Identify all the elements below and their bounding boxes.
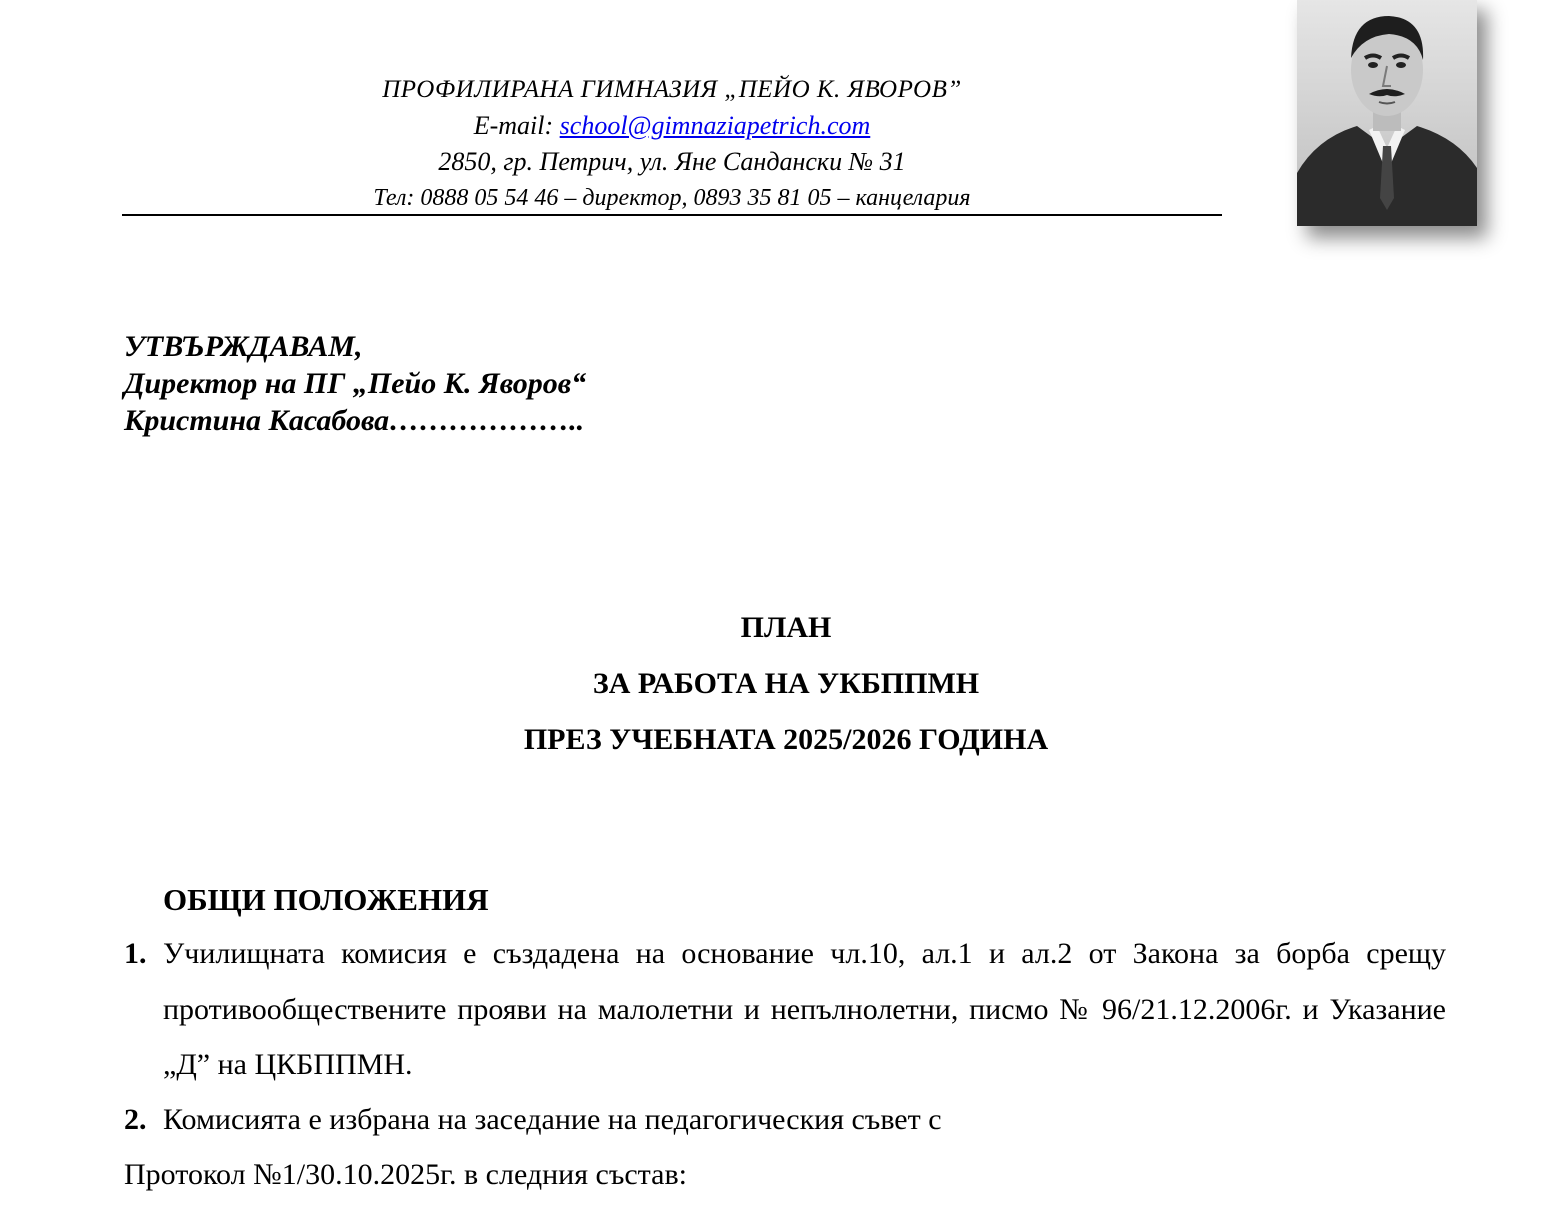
title-line-3: ПРЕЗ УЧЕБНАТА 2025/2026 ГОДИНА [523,723,1049,756]
school-header [122,72,1222,216]
title-line-1: ПЛАН [740,611,832,644]
list-item-number: 2. [124,1103,147,1136]
list-item [124,926,1446,1093]
school-name: ПРОФИЛИРАНА ГИМНАЗИЯ „ПЕЙО К. ЯВОРОВ” [382,76,962,103]
header-divider [122,214,1222,216]
approval-position: Директор на ПГ „Пейо К. Яворов“ [124,367,587,400]
portrait-illustration [1297,0,1477,226]
email-label: E-mail: [473,111,554,140]
list-item [124,1092,1446,1148]
approval-title: УТВЪРЖДАВАМ, [124,330,363,363]
approval-block [124,328,586,439]
phone-line: Тел: 0888 05 54 46 – директор, 0893 35 81 05 – канцелария [373,185,971,211]
list-item-number: 1. [124,937,147,970]
title-line-2: ЗА РАБОТА НА УКБППМН [592,667,980,700]
list-item-text: Училищната комисия е създадена на основание чл.10, ал.1 и ал.2 от Закона за борба срещу противообществените прояви на малолетни и непълнолетни, писмо № 96/21.12.2006г. и Указание „Д” на ЦКБППМН. [163,937,1446,1081]
paragraph-continuation: Протокол №1/30.10.2025г. в следния състав: [124,1158,687,1191]
approval-signature: Кристина Касабова……………….. [124,404,585,437]
portrait-photo [1297,0,1477,226]
email-link[interactable]: school@gimnaziapetrich.com [559,111,871,140]
document-title [0,600,1558,768]
address-line: 2850, гр. Петрич, ул. Яне Сандански № 31 [438,147,906,176]
section-heading: ОБЩИ ПОЛОЖЕНИЯ [163,882,489,917]
list-item-text: Комисията е избрана на заседание на педагогическия съвет с [163,1103,942,1136]
email-line [122,108,1222,144]
